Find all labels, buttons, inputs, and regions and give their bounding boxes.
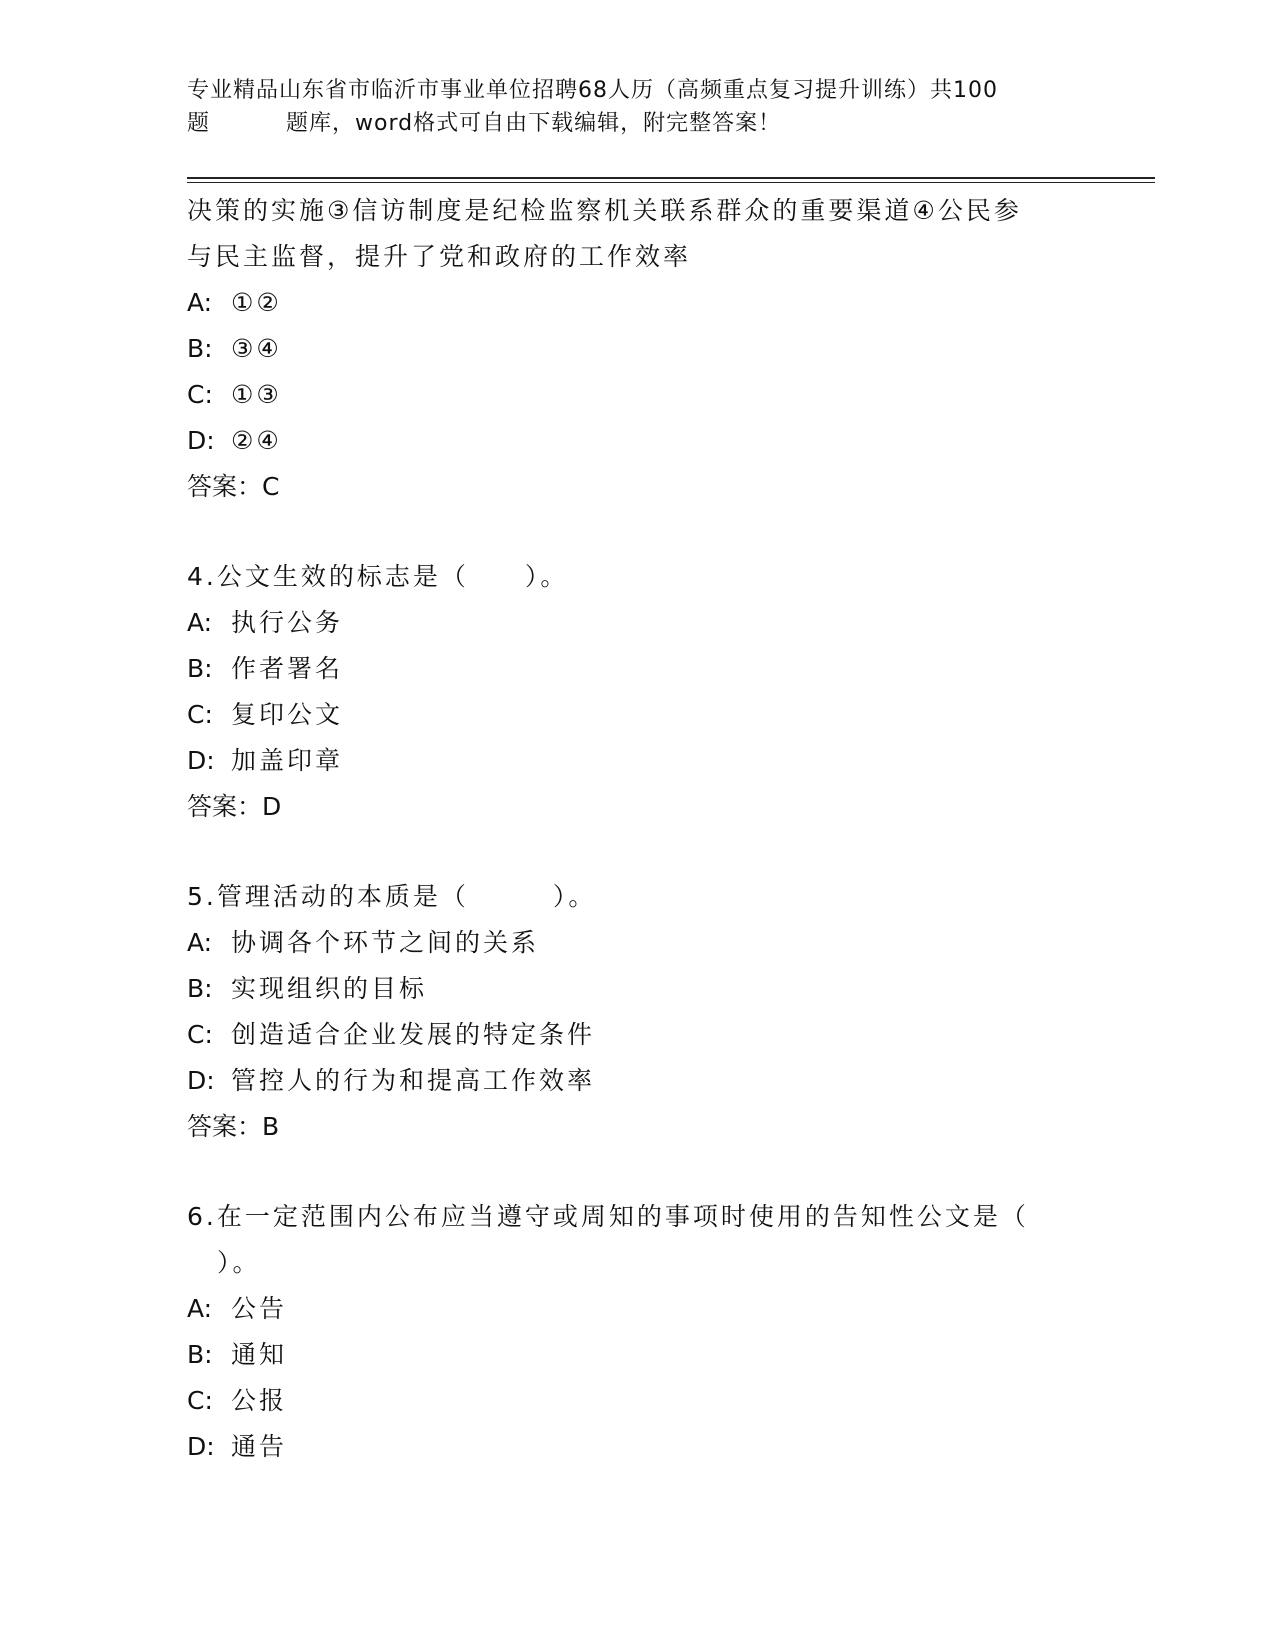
option-text: 公告 [231, 1294, 288, 1323]
option-label: D: [187, 1432, 215, 1461]
option-d [187, 1058, 1077, 1104]
option-label: A: [187, 288, 213, 317]
question-block-continued [187, 188, 1077, 510]
option-text: 加盖印章 [231, 746, 344, 775]
option-c [187, 1378, 1077, 1424]
option-d [187, 1424, 1077, 1470]
option-c [187, 1012, 1077, 1058]
option-text: 管控人的行为和提高工作效率 [231, 1066, 596, 1095]
header-line-2-right: 题库，word格式可自由下载编辑，附完整答案！ [286, 111, 782, 136]
option-label: A: [187, 1294, 213, 1323]
option-text: ②④ [231, 426, 282, 455]
option-text: 通告 [231, 1432, 288, 1461]
option-label: B: [187, 1340, 213, 1369]
header-line-2-left: 题 [187, 111, 211, 136]
question-stem: 4.公文生效的标志是（ ）。 [187, 562, 569, 591]
option-b [187, 646, 1077, 692]
header-line-2 [187, 107, 1067, 140]
header-divider-thin [187, 182, 1155, 183]
option-text: 执行公务 [231, 608, 344, 637]
question-text-line: 决策的实施③信访制度是纪检监察机关联系群众的重要渠道④公民参 [187, 196, 1022, 225]
question-stem: 6.在一定范围内公布应当遵守或周知的事项时使用的告知性公文是（ [187, 1202, 1029, 1231]
option-a [187, 600, 1077, 646]
option-b [187, 326, 1077, 372]
option-text: 协调各个环节之间的关系 [231, 928, 540, 957]
option-text: 创造适合企业发展的特定条件 [231, 1020, 596, 1049]
option-label: C: [187, 700, 213, 729]
question-text-line: 与民主监督，提升了党和政府的工作效率 [187, 242, 692, 271]
option-text: ③④ [231, 334, 282, 363]
option-label: C: [187, 1020, 213, 1049]
option-label: A: [187, 608, 213, 637]
header-line-1: 专业精品山东省市临沂市事业单位招聘68人历（高频重点复习提升训练）共100 [187, 78, 998, 103]
question-block-4 [187, 554, 1077, 830]
question-content [187, 188, 1077, 1470]
option-a [187, 280, 1077, 326]
option-label: B: [187, 654, 213, 683]
option-text: 作者署名 [231, 654, 344, 683]
header-divider-thick [187, 177, 1155, 179]
option-text: 通知 [231, 1340, 288, 1369]
question-stem-continued: ）。 [217, 1248, 261, 1277]
option-label: C: [187, 1386, 213, 1415]
option-c [187, 692, 1077, 738]
option-text: 复印公文 [231, 700, 344, 729]
option-a [187, 920, 1077, 966]
option-label: D: [187, 1066, 215, 1095]
option-d [187, 738, 1077, 784]
option-b [187, 966, 1077, 1012]
question-block-5 [187, 874, 1077, 1150]
option-text: ①③ [231, 380, 282, 409]
option-label: D: [187, 746, 215, 775]
option-text: ①② [231, 288, 282, 317]
option-text: 实现组织的目标 [231, 974, 428, 1003]
option-label: A: [187, 928, 213, 957]
answer-line: 答案：B [187, 1112, 280, 1141]
question-block-6 [187, 1194, 1077, 1470]
question-stem: 5.管理活动的本质是（ ）。 [187, 882, 597, 911]
option-text: 公报 [231, 1386, 288, 1415]
option-label: B: [187, 334, 213, 363]
page-header [187, 74, 1067, 140]
option-label: C: [187, 380, 213, 409]
option-label: D: [187, 426, 215, 455]
answer-line: 答案：C [187, 472, 280, 501]
option-c [187, 372, 1077, 418]
option-a [187, 1286, 1077, 1332]
option-b [187, 1332, 1077, 1378]
answer-line: 答案：D [187, 792, 282, 821]
option-label: B: [187, 974, 213, 1003]
option-d [187, 418, 1077, 464]
